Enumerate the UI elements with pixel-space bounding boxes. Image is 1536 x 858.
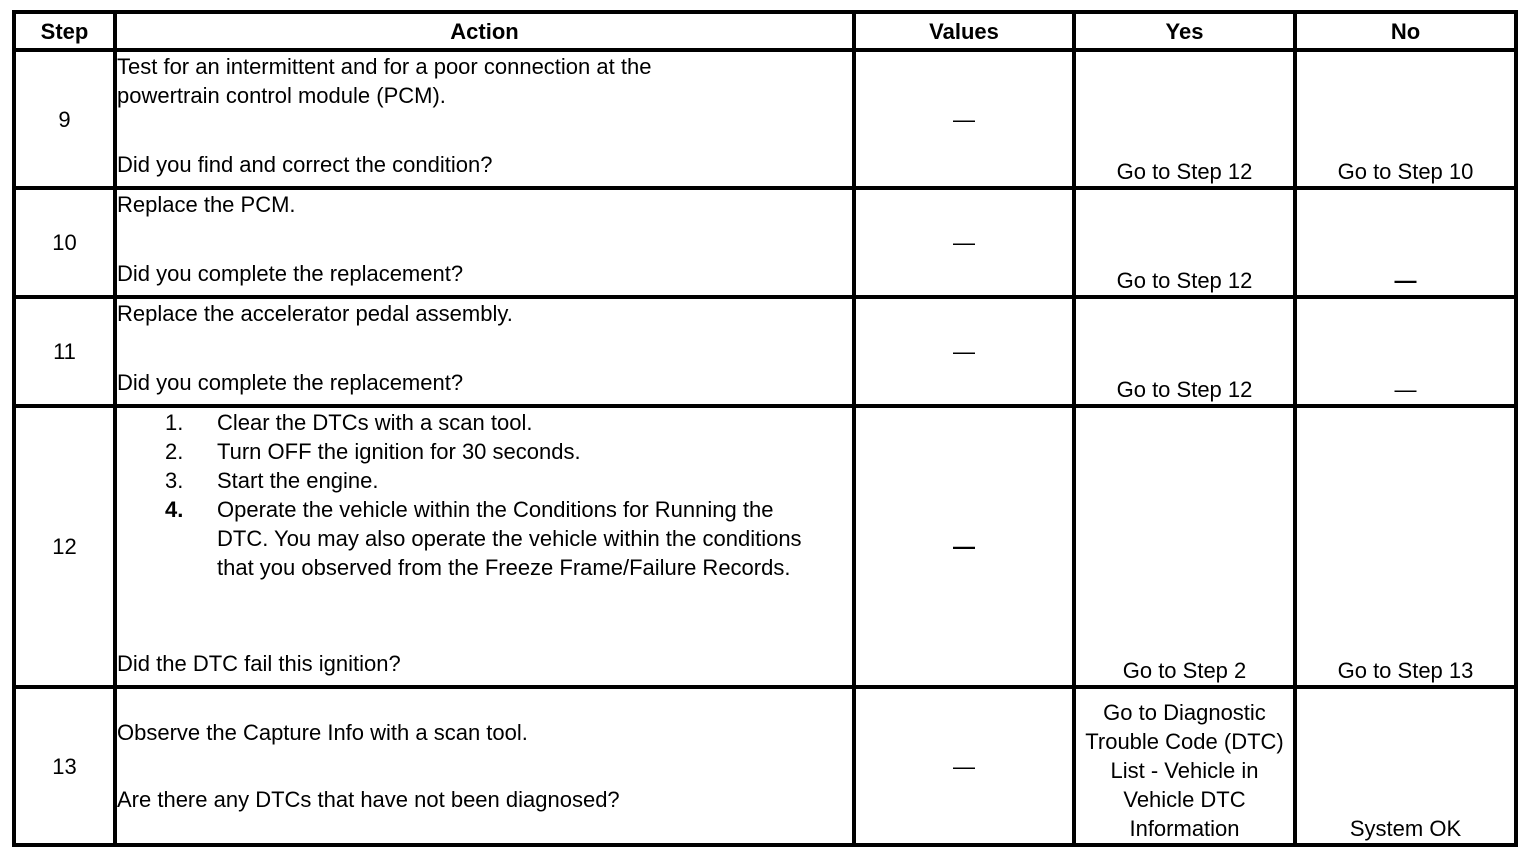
list-item-text: Start the engine. — [217, 468, 379, 493]
list-item-text: Turn OFF the ignition for 30 seconds. — [217, 439, 581, 464]
action-cell — [115, 188, 854, 297]
list-item-number: 3. — [165, 468, 184, 493]
action-question: Did the DTC fail this ignition? — [117, 651, 401, 676]
no-cell: Go to Step 13 — [1295, 406, 1516, 687]
list-item-number: 1. — [165, 410, 184, 435]
header-no: No — [1295, 12, 1516, 50]
action-question: Did you complete the replacement? — [117, 261, 464, 286]
action-text: Replace the accelerator pedal assembly. — [117, 301, 513, 326]
step-number: 13 — [14, 687, 115, 845]
action-question: Are there any DTCs that have not been diagnosed? — [117, 787, 620, 812]
diagnostic-table-wrapper — [12, 10, 1518, 847]
action-question: Did you find and correct the condition? — [117, 152, 493, 177]
step-number: 9 — [14, 50, 115, 188]
yes-cell: Go to Step 2 — [1074, 406, 1295, 687]
yes-cell: Go to Step 12 — [1074, 297, 1295, 406]
list-item — [165, 466, 852, 495]
action-text: Test for an intermittent and for a poor connection at the powertrain control module (PCM). — [117, 54, 652, 108]
action-text: Observe the Capture Info with a scan tool. — [117, 720, 528, 745]
table-row-step-9 — [14, 50, 1516, 188]
action-text: Replace the PCM. — [117, 192, 296, 217]
no-cell: — — [1295, 297, 1516, 406]
list-item — [165, 408, 852, 437]
list-item — [165, 437, 852, 466]
header-step: Step — [14, 12, 115, 50]
values-cell: — — [854, 406, 1074, 687]
action-cell — [115, 687, 854, 845]
list-item-number: 2. — [165, 439, 184, 464]
table-header-row — [14, 12, 1516, 50]
table-row-step-10 — [14, 188, 1516, 297]
list-item-text: Clear the DTCs with a scan tool. — [217, 410, 533, 435]
table-row-step-11 — [14, 297, 1516, 406]
table-row-step-12 — [14, 406, 1516, 687]
list-item-text: Operate the vehicle within the Conditions for Running the DTC. You may also operate the vehicle within the conditions that you observed from the Freeze Frame/Failure Records. — [217, 497, 802, 580]
action-question: Did you complete the replacement? — [117, 370, 464, 395]
action-cell — [115, 50, 854, 188]
step-number: 11 — [14, 297, 115, 406]
step-number: 12 — [14, 406, 115, 687]
header-yes: Yes — [1074, 12, 1295, 50]
action-cell — [115, 297, 854, 406]
no-cell: — — [1295, 188, 1516, 297]
values-cell: — — [854, 50, 1074, 188]
values-cell: — — [854, 297, 1074, 406]
procedure-list — [117, 408, 852, 582]
list-item-number: 4. — [165, 497, 184, 522]
diagnostic-table — [12, 10, 1518, 847]
no-cell: System OK — [1295, 687, 1516, 845]
values-cell: — — [854, 687, 1074, 845]
yes-cell-link-text: Go to Diagnostic Trouble Code (DTC) List - Vehicle in Vehicle DTC Information — [1085, 700, 1284, 841]
step-number: 10 — [14, 188, 115, 297]
no-cell: Go to Step 10 — [1295, 50, 1516, 188]
values-cell: — — [854, 188, 1074, 297]
header-action: Action — [115, 12, 854, 50]
yes-cell — [1074, 687, 1295, 845]
yes-cell: Go to Step 12 — [1074, 188, 1295, 297]
list-item — [165, 495, 852, 582]
table-row-step-13 — [14, 687, 1516, 845]
header-values: Values — [854, 12, 1074, 50]
action-cell — [115, 406, 854, 687]
yes-cell: Go to Step 12 — [1074, 50, 1295, 188]
